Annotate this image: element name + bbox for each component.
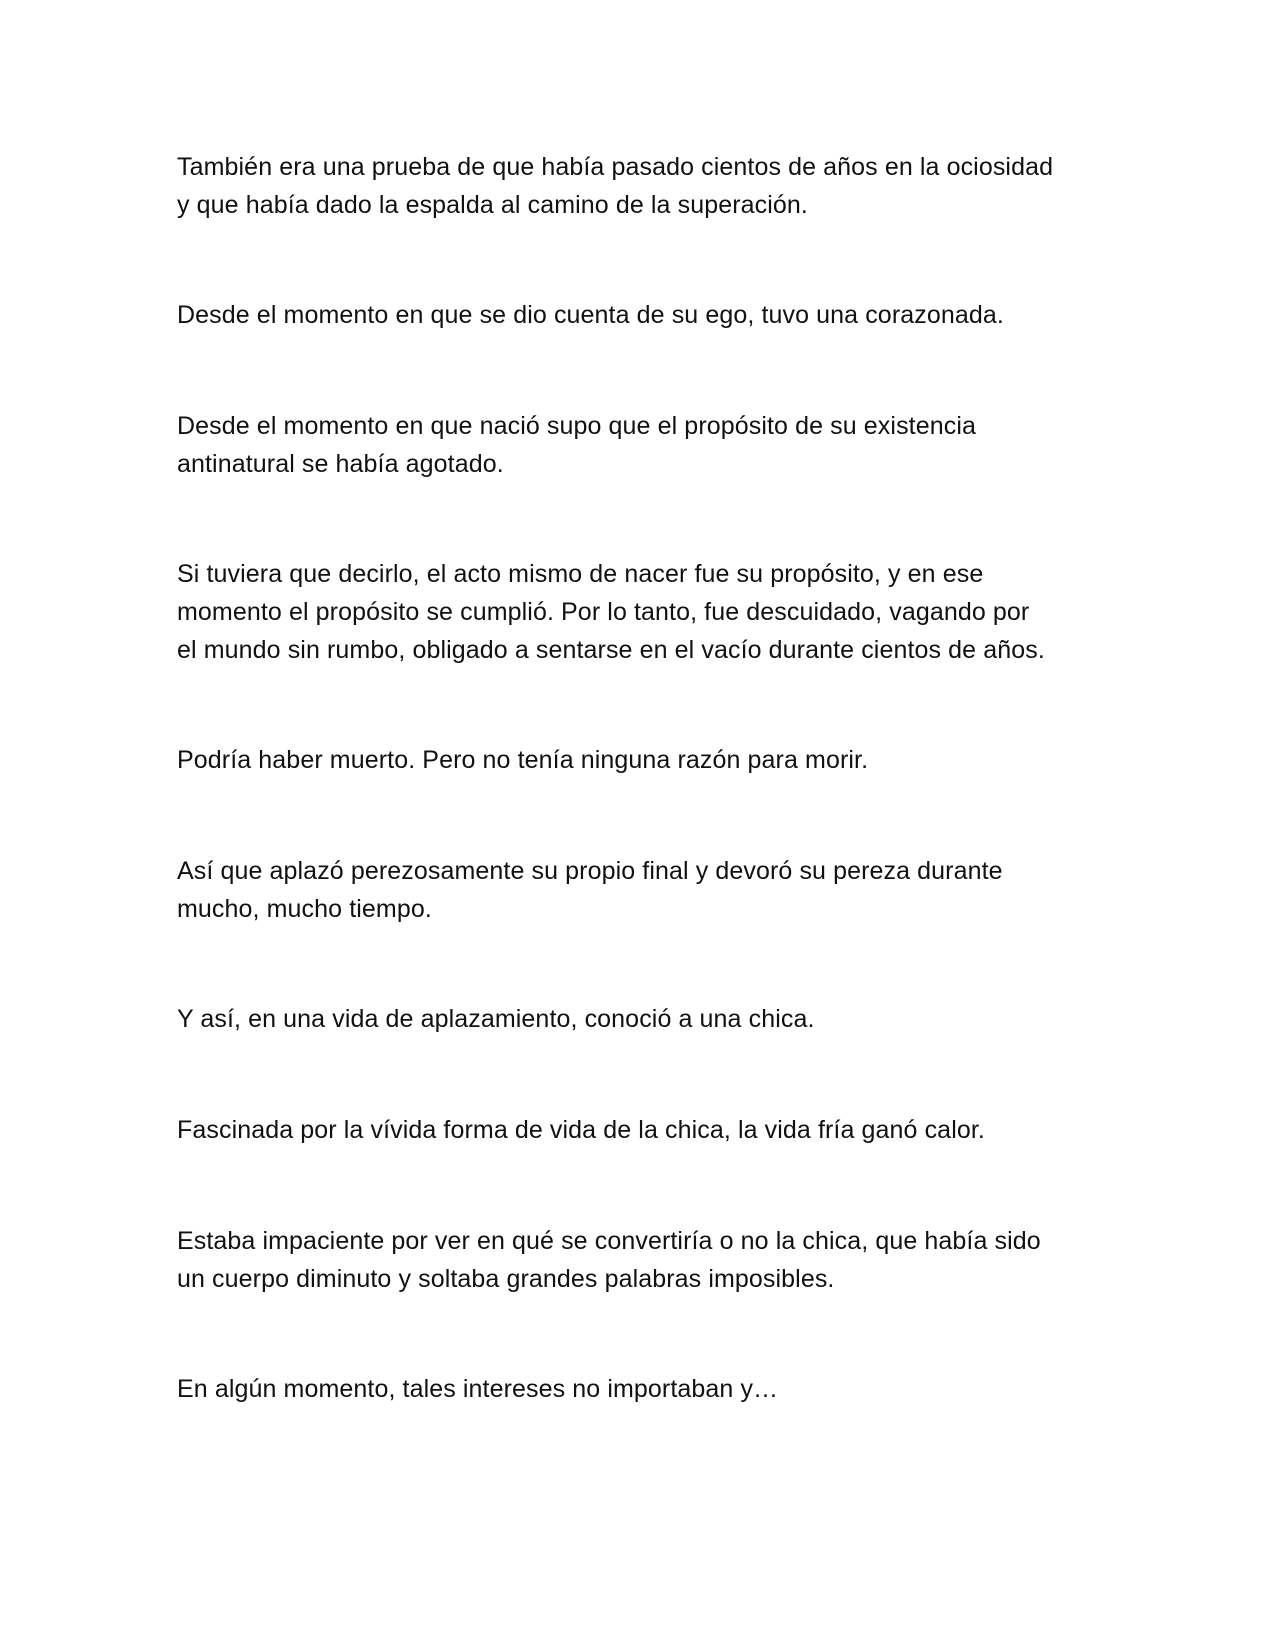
paragraph <box>177 555 1107 669</box>
paragraph <box>177 1000 1107 1038</box>
paragraph-line: Y así, en una vida de aplazamiento, conoció a una chica. <box>177 1005 815 1033</box>
paragraph <box>177 852 1107 928</box>
paragraph-line: antinatural se había agotado. <box>177 450 504 478</box>
paragraph-line: un cuerpo diminuto y soltaba grandes palabras imposibles. <box>177 1265 835 1293</box>
paragraph <box>177 407 1107 483</box>
paragraph-line: También era una prueba de que había pasado cientos de años en la ociosidad <box>177 153 1054 181</box>
paragraph-line: y que había dado la espalda al camino de la superación. <box>177 191 808 219</box>
paragraph-line: el mundo sin rumbo, obligado a sentarse en el vacío durante cientos de años. <box>177 636 1045 664</box>
paragraph-line: momento el propósito se cumplió. Por lo tanto, fue descuidado, vagando por <box>177 598 1030 626</box>
paragraph-line: Desde el momento en que se dio cuenta de su ego, tuvo una corazonada. <box>177 301 1004 329</box>
paragraph <box>177 1370 1107 1408</box>
paragraph-line: Podría haber muerto. Pero no tenía ninguna razón para morir. <box>177 746 869 774</box>
paragraph-line: En algún momento, tales intereses no importaban y… <box>177 1375 779 1403</box>
paragraph <box>177 1222 1107 1298</box>
paragraph <box>177 148 1107 224</box>
paragraph-line: Estaba impaciente por ver en qué se convertiría o no la chica, que había sido <box>177 1227 1041 1255</box>
paragraph-line: Desde el momento en que nació supo que el propósito de su existencia <box>177 412 976 440</box>
paragraph <box>177 741 1107 779</box>
paragraph-line: mucho, mucho tiempo. <box>177 895 432 923</box>
paragraph-line: Si tuviera que decirlo, el acto mismo de nacer fue su propósito, y en ese <box>177 560 984 588</box>
paragraph-line: Así que aplazó perezosamente su propio final y devoró su pereza durante <box>177 857 1003 885</box>
paragraph <box>177 1111 1107 1149</box>
paragraph <box>177 296 1107 334</box>
paragraph-line: Fascinada por la vívida forma de vida de la chica, la vida fría ganó calor. <box>177 1116 985 1144</box>
